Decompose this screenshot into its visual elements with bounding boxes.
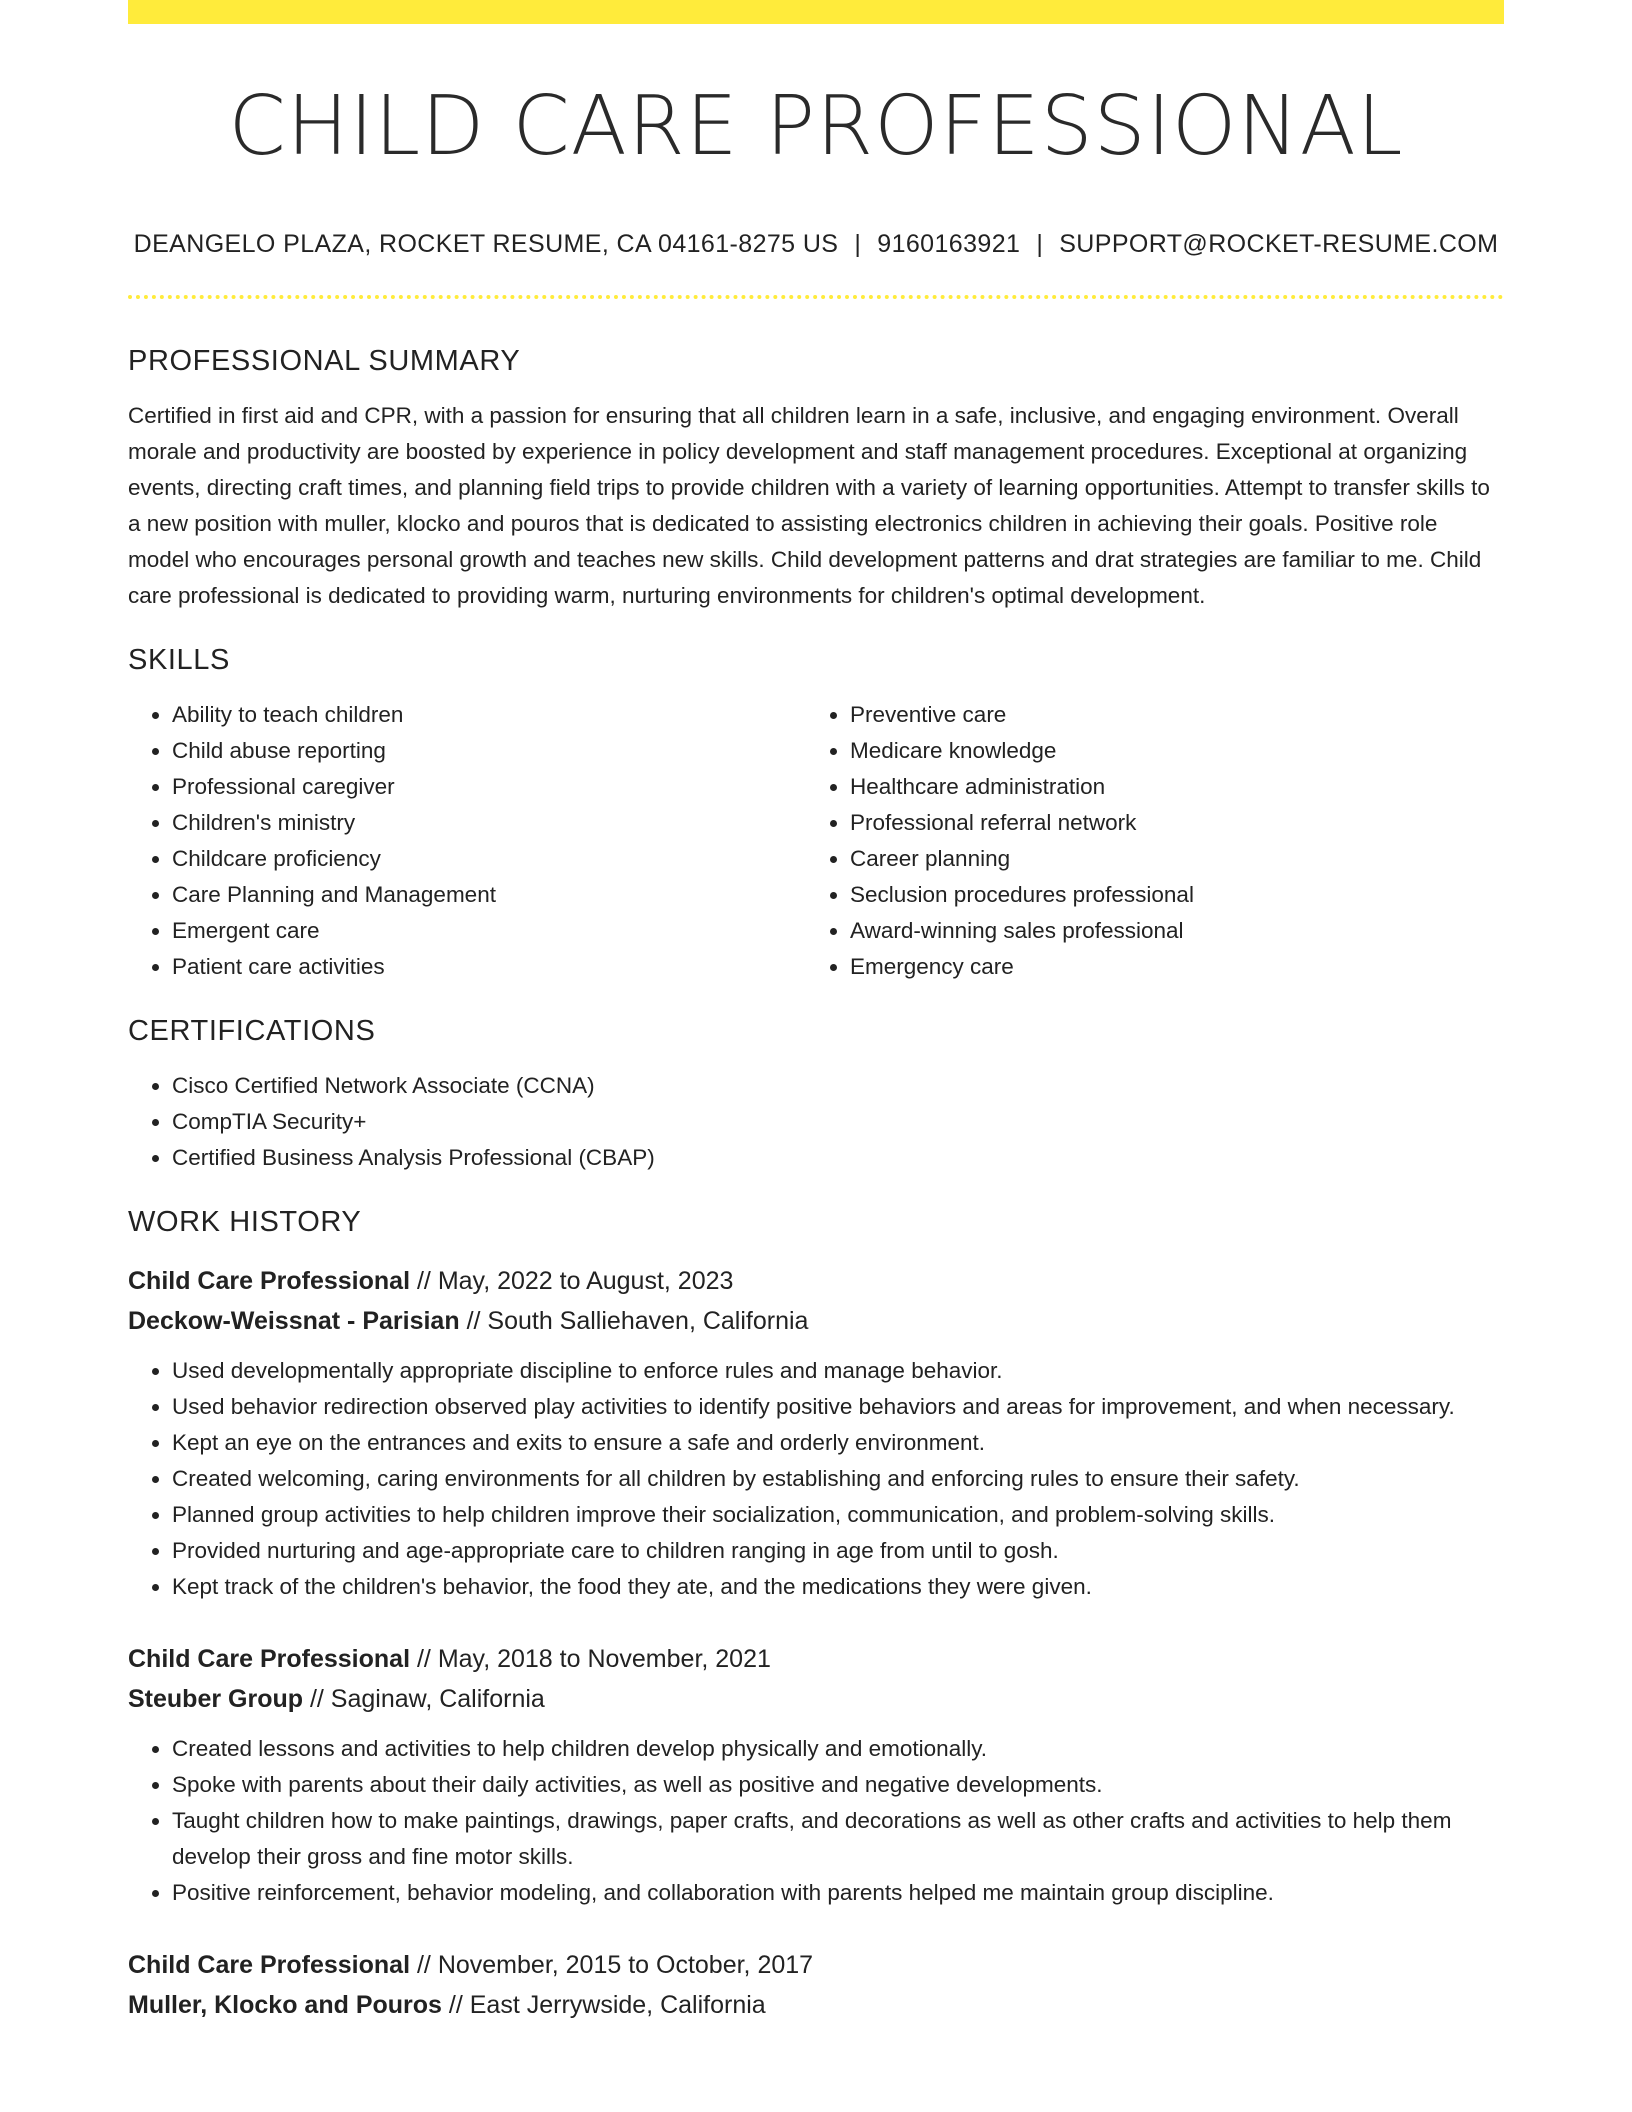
dotted-divider: [128, 295, 1504, 299]
skill-item: • Child abuse reporting: [172, 733, 806, 769]
skill-item: • Preventive care: [850, 697, 1484, 733]
job-bullet: • Spoke with parents about their daily activities, as well as positive and negative developments.: [172, 1767, 1504, 1803]
job-location: // East Jerrywside, California: [448, 1991, 766, 2020]
job-role: Child Care Professional: [128, 1645, 411, 1674]
skill-item: • Emergency care: [850, 949, 1484, 985]
skill-item: • Patient care activities: [172, 949, 806, 985]
certifications-list: [128, 1068, 1504, 1176]
skill-item: • Professional caregiver: [172, 769, 806, 805]
skill-item: • Professional referral network: [850, 805, 1484, 841]
job-role-line: [128, 1261, 1504, 1301]
certification-item: • Cisco Certified Network Associate (CCNA): [172, 1068, 1504, 1104]
summary-text: Certified in first aid and CPR, with a passion for ensuring that all children learn in a safe, inclusive, and engaging environment. Overall morale and productivity are boosted by experience in policy development and staff management procedures. Exceptional at organizing events, directing craft times, and planning field trips to provide children with a variety of learning opportunities. Attempt to transfer skills to a new position with muller, klocko and pouros that is dedicated to assisting electronics children in achieving their goals. Positive role model who encourages personal growth and teaches new skills. Child development patterns and drat strategies are familiar to me. Child care professional is dedicated to providing warm, nurturing environments for children's optimal development.: [128, 403, 1490, 609]
skill-item: • Care Planning and Management: [172, 877, 806, 913]
contact-separator: |: [1036, 230, 1044, 259]
job-entry: [128, 1945, 1504, 2025]
job-bullet: • Planned group activities to help children improve their socialization, communication, and problem-solving skills.: [172, 1497, 1504, 1533]
job-bullet: • Created lessons and activities to help children develop physically and emotionally.: [172, 1731, 1504, 1767]
email-link[interactable]: SUPPORT@ROCKET-RESUME.COM: [1059, 230, 1499, 259]
job-bullet: • Provided nurturing and age-appropriate care to children ranging in age from until to gosh.: [172, 1533, 1504, 1569]
certifications-heading: CERTIFICATIONS: [128, 1015, 376, 1048]
job-company: Muller, Klocko and Pouros: [128, 1991, 442, 2020]
job-company-line: [128, 1679, 1504, 1719]
job-company-line: [128, 1985, 1504, 2025]
job-bullet: • Positive reinforcement, behavior modeling, and collaboration with parents helped me maintain group discipline.: [172, 1875, 1504, 1911]
job-dates: // May, 2022 to August, 2023: [416, 1267, 734, 1296]
skills-right-list: [806, 697, 1484, 985]
job-role-line: [128, 1945, 1504, 1985]
skill-item: • Emergent care: [172, 913, 806, 949]
job-bullet: • Kept track of the children's behavior, the food they ate, and the medications they were given.: [172, 1569, 1504, 1605]
top-accent-bar: [128, 0, 1504, 24]
contact-line: [128, 230, 1504, 259]
job-role: Child Care Professional: [128, 1267, 411, 1296]
job-bullet: • Kept an eye on the entrances and exits to ensure a safe and orderly environment.: [172, 1425, 1504, 1461]
skills-left-list: [128, 697, 806, 985]
job-entry: [128, 1261, 1504, 1605]
job-company-line: [128, 1301, 1504, 1341]
skills-heading: SKILLS: [128, 644, 230, 677]
address-text: DEANGELO PLAZA, ROCKET RESUME, CA 04161-8275 US: [133, 230, 839, 259]
skill-item: • Ability to teach children: [172, 697, 806, 733]
skill-item: • Award-winning sales professional: [850, 913, 1484, 949]
work-history-heading: WORK HISTORY: [128, 1206, 362, 1239]
job-company: Steuber Group: [128, 1685, 304, 1714]
job-company: Deckow-Weissnat - Parisian: [128, 1307, 460, 1336]
job-role-line: [128, 1639, 1504, 1679]
job-location: // South Salliehaven, California: [466, 1307, 809, 1336]
job-role: Child Care Professional: [128, 1951, 411, 1980]
resume-page: [128, 0, 1504, 2025]
skills-columns: [128, 697, 1504, 985]
skill-item: • Medicare knowledge: [850, 733, 1484, 769]
job-entry: [128, 1639, 1504, 1911]
resume-title: CHILD CARE PROFESSIONAL: [228, 79, 1404, 174]
contact-separator: |: [854, 230, 862, 259]
skill-item: • Children's ministry: [172, 805, 806, 841]
job-location: // Saginaw, California: [309, 1685, 545, 1714]
skill-item: • Healthcare administration: [850, 769, 1484, 805]
job-bullet: • Used behavior redirection observed play activities to identify positive behaviors and areas for improvement, and when necessary.: [172, 1389, 1504, 1425]
certification-item: • CompTIA Security+: [172, 1104, 1504, 1140]
job-bullet: • Taught children how to make paintings, drawings, paper crafts, and decorations as well as other crafts and activities to help them develop their gross and fine motor skills.: [172, 1803, 1504, 1875]
job-bullets: [128, 1353, 1504, 1605]
job-dates: // November, 2015 to October, 2017: [416, 1951, 814, 1980]
job-dates: // May, 2018 to November, 2021: [416, 1645, 771, 1674]
phone-text: 9160163921: [877, 230, 1021, 259]
summary-heading: PROFESSIONAL SUMMARY: [128, 345, 521, 378]
job-bullets: [128, 1731, 1504, 1911]
skill-item: • Childcare proficiency: [172, 841, 806, 877]
certification-item: • Certified Business Analysis Professional (CBAP): [172, 1140, 1504, 1176]
job-bullet: • Used developmentally appropriate discipline to enforce rules and manage behavior.: [172, 1353, 1504, 1389]
skill-item: • Seclusion procedures professional: [850, 877, 1484, 913]
skill-item: • Career planning: [850, 841, 1484, 877]
job-bullet: • Created welcoming, caring environments for all children by establishing and enforcing rules to ensure their safety.: [172, 1461, 1504, 1497]
